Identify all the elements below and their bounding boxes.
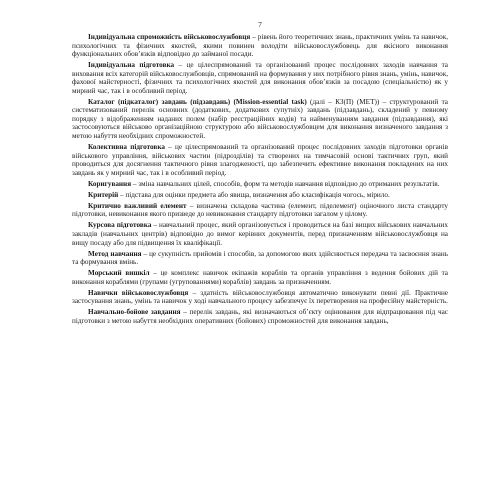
glossary-definition: – це цілеспрямований та організований процес послідовних заходів навчання та виховання всіх категорій військовослужбовців, спрямований на формування у них потрібного рівня знань, умінь, навичок, фахової майстерності, фізичних та психологічних якостей для виконання обов’язків за посадою (спеціальністю) як у мирний час, так і в особливий період. <box>72 61 448 95</box>
glossary-term: Навички військовослужбовця <box>88 288 189 297</box>
glossary-definition: – зміна навчальних цілей, способів, форм та методів навчання відповідно до отриманих результатів. <box>131 179 440 188</box>
glossary-term: Метод навчання <box>88 249 142 258</box>
glossary-entry <box>72 61 448 95</box>
glossary-definition: – навчальний процес, який організовується і проводиться на базі вищих військових навчальних закладів (навчальних центрів) відповідно до вимог керівних документів, перед призначенням військовослужбовця на вищу посаду або для підвищення їх кваліфікації. <box>72 221 448 247</box>
glossary-term: Індивідуальна підготовка <box>88 61 175 70</box>
glossary-term: Індивідуальна спроможність військовослужбовця <box>88 33 251 41</box>
glossary-term: Навчально-бойове завдання <box>88 308 181 317</box>
glossary-definition: – підстава для оцінки предмета або явища, визначення або класифікація чогось, мірило. <box>118 190 390 199</box>
glossary-term: Колективна підготовка <box>88 143 165 152</box>
glossary-entry <box>72 98 448 141</box>
glossary-definition: – це цілеспрямований та організований процес послідовних заходів підготовки органів військового управління, військових частин (підрозділів) та створених на тимчасовій основі тактичних груп, який проводиться для досягнення тактичного рівня злагодженості, що забезпечить ефективне виконання покладених на них завдань як у мирний час, так і в особливий період. <box>72 143 448 177</box>
glossary-definition: – перелік завдань, які визначаються об’єкту оцінювання для відпрацювання під час підготовки з метою набуття необхідних оперативних (бойових) спроможностей для виконання завдань, <box>72 308 448 325</box>
glossary-entry <box>72 180 448 189</box>
glossary-term: Курсова підготовка <box>88 221 152 230</box>
glossary-term: Коригування <box>88 179 132 188</box>
glossary-definition: – визначена складова частина (елемент, піделемент) оціночного листа стандарту підготовки, невиконання якого призведе до невиконання стандарту підготовки загалом у цілому. <box>72 201 448 219</box>
glossary-definition: – рівень його теоретичних знань, практичних умінь та навичок, психологічних та фізичних якостей, якими повинен володіти військовослужбовець для якісного виконання функціональних обов’язків відповідно до займаної посади. <box>72 33 449 59</box>
glossary-entry <box>72 269 448 286</box>
glossary-term: Каталог (підкаталог) завдань (підзавдань) (Mission-essential task) <box>88 97 307 106</box>
glossary-definition: – це комплекс навичок екіпажів кораблів та органів управління з ведення бойових дій та виконання кораблями (групами (угрупованнями) кораблів) завдань за призначенням. <box>72 269 448 286</box>
glossary-entry <box>72 308 448 325</box>
glossary-term: Критерій <box>88 190 119 199</box>
glossary-term: Морський вишкіл <box>88 269 150 278</box>
glossary-entry <box>72 143 448 177</box>
glossary-term: Критично важливий елемент <box>88 201 187 210</box>
glossary-entry <box>72 250 448 267</box>
glossary-definition: – здатність військовослужбовця автоматично виконувати певні дії. Практичне застосування знань, умінь та навичок у ході навчального процесу забезпечує їх перетворення на професійну майстерність. <box>72 288 448 306</box>
glossary-definition: (далі – КЗ(П) (MET)) – структурований та систематизований перелік основних (додаткових, додаткових супутніх) завдань (підзавдань), складений у певному порядку з відображенням наданих полем (набір реєстраційних кодів) та найменуванням завдання (підзавдання), які застосовуються військово організаційною структурою або військовослужбовцем для виконання визначеного завдання з метою набуття необхідних спроможностей. <box>72 97 448 141</box>
glossary-definition: – це сукупність прийомів і способів, за допомогою яких здійснюється передача та засвоєння знань та формування вмінь. <box>72 249 448 267</box>
page-number: 7 <box>258 20 262 29</box>
glossary-entry <box>72 202 448 219</box>
glossary-entry <box>72 33 448 59</box>
glossary-entry <box>72 289 448 306</box>
glossary-entry <box>72 191 448 200</box>
glossary-content <box>72 33 448 325</box>
glossary-entry <box>72 221 448 247</box>
